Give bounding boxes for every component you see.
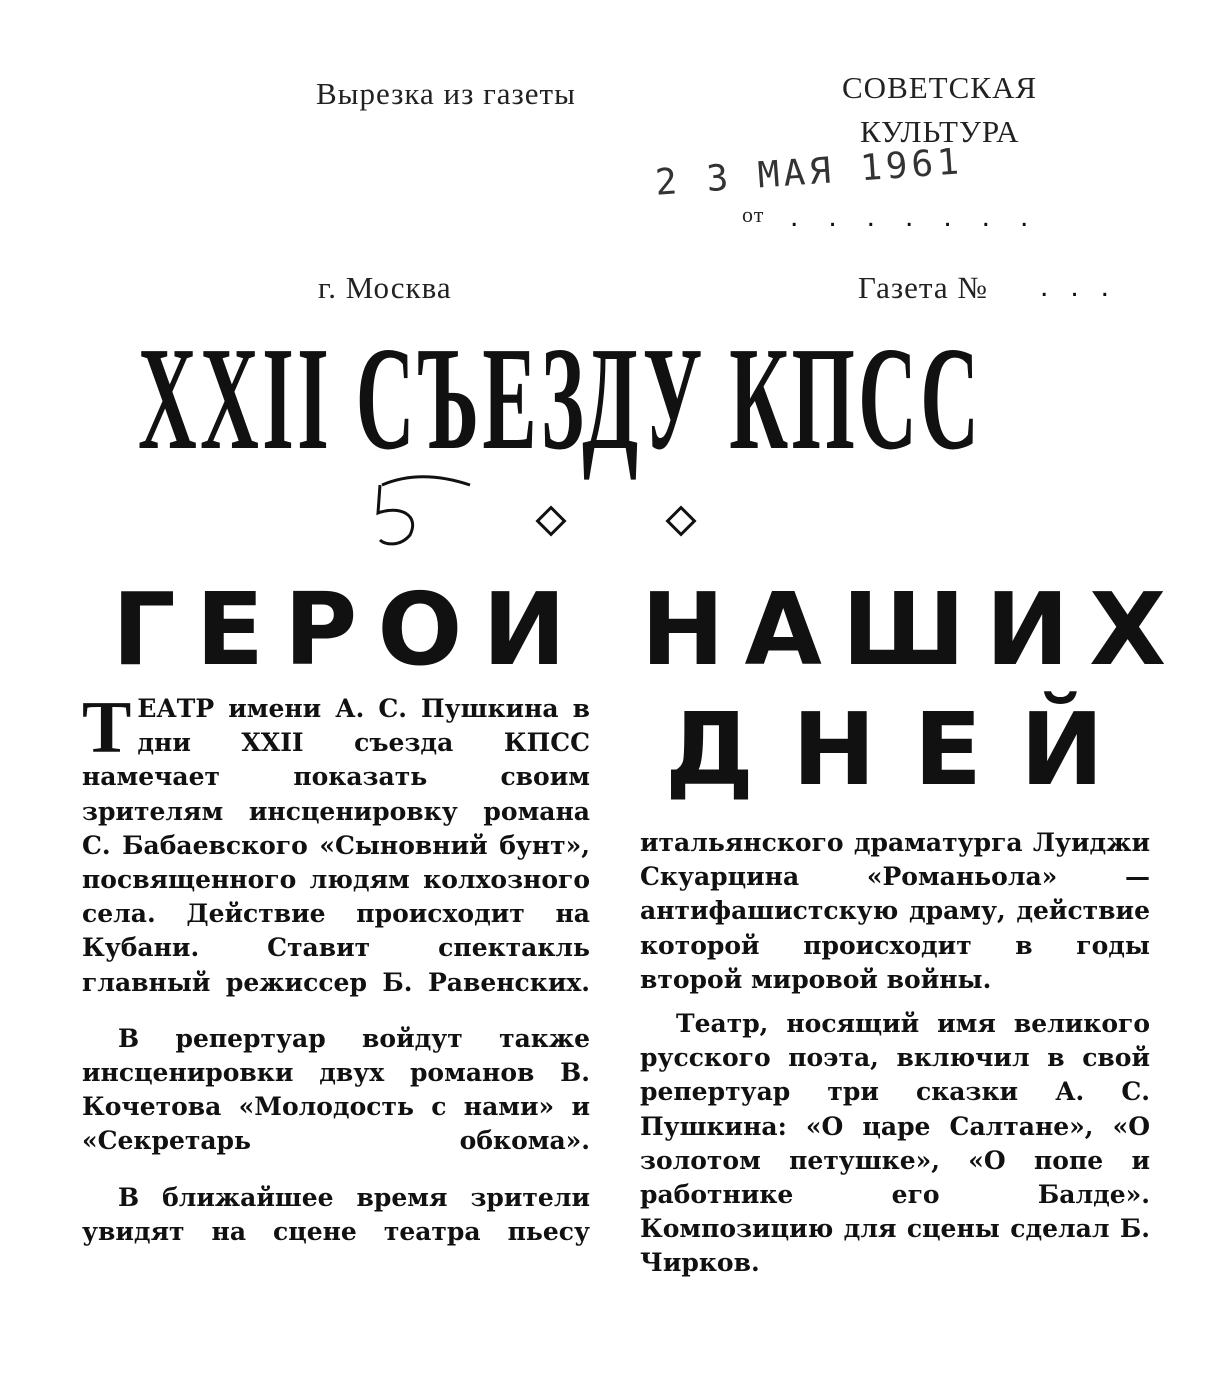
ornament-diamond-right	[665, 505, 696, 536]
article-column-2	[640, 826, 1150, 1281]
col1-paragraph-1: ЕАТР имени А. С. Пушкина в дни XXII съезда КПСС намечает показать своим зрителям инсценировку романа С. Бабаевского «Сыновний бунт», посвященного людям колхозного села. Действие происходит на Кубани. Ставит спектакль главный режиссер Б. Равенских.	[82, 694, 590, 997]
clip-label: Вырезка из газеты	[316, 76, 576, 111]
date-prefix: от	[742, 202, 765, 227]
date-stamp: 2 3 МАЯ 1961	[653, 141, 965, 204]
issue-dots: ...	[1040, 270, 1132, 303]
col1-paragraph-3: В ближайшее время зрители увидят на сцене театра пьесу	[82, 1182, 590, 1246]
article-column-1	[82, 687, 590, 1249]
city-label: г. Москва	[318, 270, 452, 305]
headline-days: ДНЕЙ	[665, 691, 1142, 808]
col2-paragraph-2: Театр, носящий имя великого русского поэта, включил в свой репертуар три сказки А. С. Пушкина: «О царе Салтане», «О золотом петушке», «О попе и работнике его Балде». Композицию для сцены сделал Б. Чирков.	[640, 1009, 1150, 1278]
drop-cap: Т	[82, 687, 132, 769]
col1-paragraph-2: В репертуар войдут также инсценировки двух романов В. Кочетова «Молодость с нами» и «Секретарь обкома».	[82, 1023, 590, 1156]
headline-heroes: ГЕРОИ НАШИХ	[112, 571, 1187, 688]
col2-paragraph-1: итальянского драматурга Луиджи Скуарцина «Романьола» — антифашистскую драму, действие которой происходит в годы второй мировой войны.	[640, 828, 1150, 994]
newspaper-name-line1: СОВЕТСКАЯ	[842, 70, 1038, 105]
headline-congress: XXII СЪЕЗДУ КПСС	[138, 317, 983, 481]
date-dots: .......	[790, 200, 1059, 233]
ornament-diamond-left	[535, 505, 566, 536]
issue-label: Газета №	[858, 270, 988, 305]
handwritten-mark	[360, 455, 480, 555]
newspaper-name-line2: КУЛЬТУРА	[860, 114, 1020, 149]
